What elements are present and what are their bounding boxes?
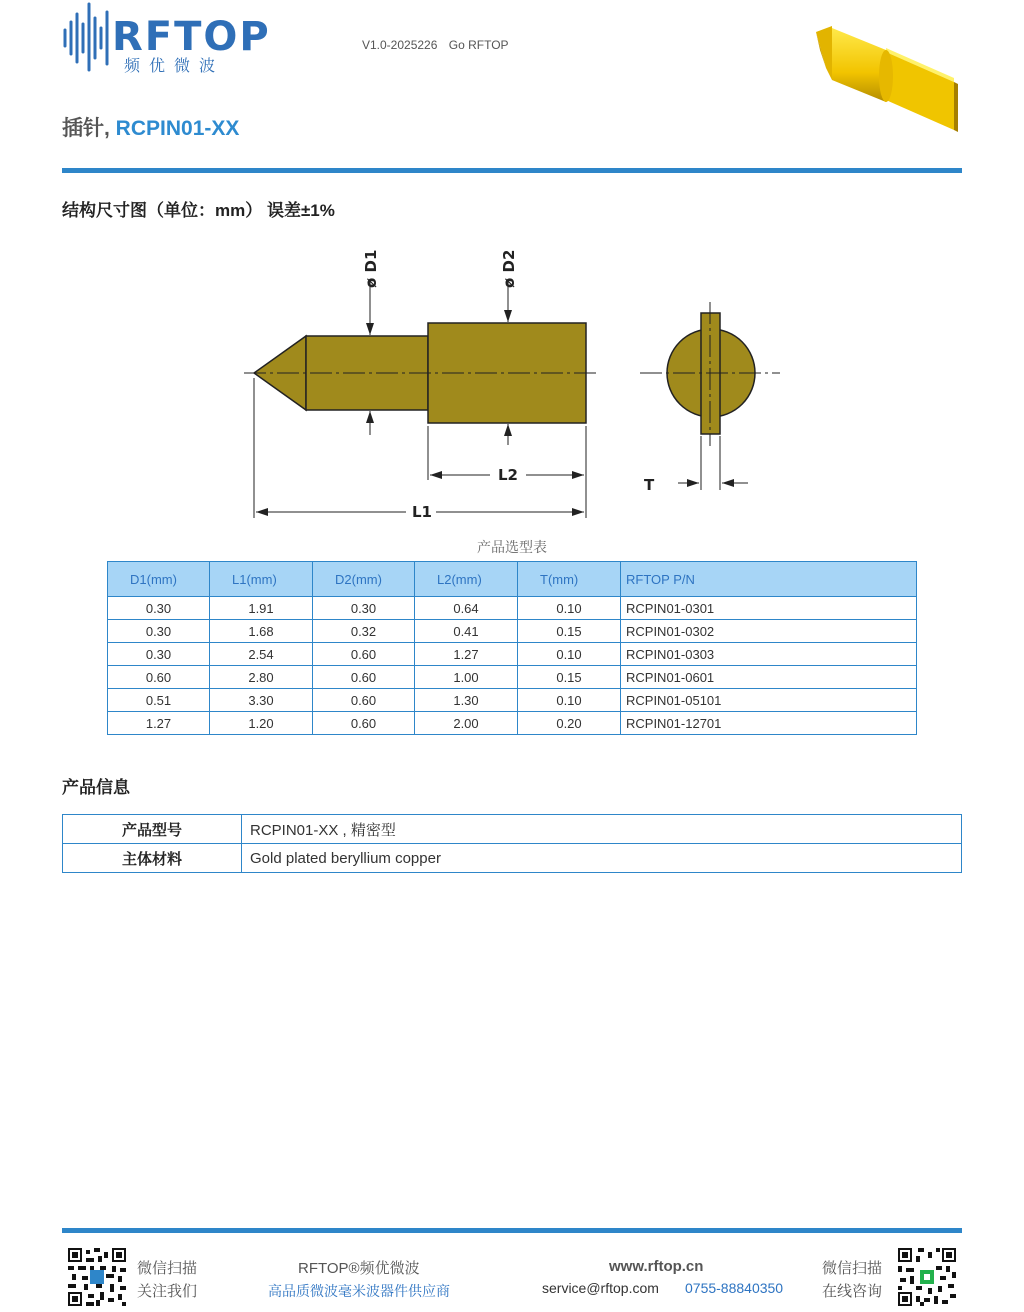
info-value: RCPIN01-XX , 精密型 xyxy=(242,815,962,844)
cell: 2.00 xyxy=(415,712,518,735)
cell: 0.15 xyxy=(518,620,621,643)
cell: 0.30 xyxy=(108,597,210,620)
cell: 0.30 xyxy=(108,643,210,666)
cell-part-number: RCPIN01-0601 xyxy=(621,666,917,689)
cell: 0.30 xyxy=(313,597,415,620)
brand-chinese-name: 频优微波 xyxy=(124,58,225,75)
cell: 1.27 xyxy=(108,712,210,735)
cell: 1.91 xyxy=(210,597,313,620)
cell: 0.15 xyxy=(518,666,621,689)
product-info-table xyxy=(62,814,962,873)
title-prefix: 插针, xyxy=(62,117,116,140)
cell-part-number: RCPIN01-0301 xyxy=(621,597,917,620)
table-row xyxy=(108,643,917,666)
product-info-title: 产品信息 xyxy=(62,778,130,797)
cell: 1.27 xyxy=(415,643,518,666)
footer-scan-consult-label: 微信扫描 xyxy=(822,1260,883,1277)
cell: 0.64 xyxy=(415,597,518,620)
col-header: RFTOP P/N xyxy=(621,562,917,597)
label-l1: L1 xyxy=(412,503,432,521)
info-row xyxy=(63,844,962,873)
footer-divider xyxy=(62,1228,962,1233)
cell: 0.60 xyxy=(313,666,415,689)
cell-part-number: RCPIN01-0302 xyxy=(621,620,917,643)
label-d1: ø D1 xyxy=(362,249,380,288)
cell: 2.80 xyxy=(210,666,313,689)
label-d2: ø D2 xyxy=(500,249,518,288)
footer-phone[interactable]: 0755-88840350 xyxy=(685,1280,784,1296)
footer-email-link[interactable]: service@rftop.com xyxy=(542,1280,659,1296)
table-row xyxy=(108,666,917,689)
cell: 0.20 xyxy=(518,712,621,735)
cell: 1.20 xyxy=(210,712,313,735)
product-3d-image xyxy=(812,20,962,138)
cell-part-number: RCPIN01-12701 xyxy=(621,712,917,735)
cell: 0.41 xyxy=(415,620,518,643)
cell: 0.60 xyxy=(108,666,210,689)
header-divider xyxy=(62,168,962,173)
dimension-drawing xyxy=(230,240,800,530)
wechat-consult-qr-icon xyxy=(898,1248,956,1306)
info-value: Gold plated beryllium copper xyxy=(242,844,962,873)
table-row xyxy=(108,597,917,620)
spec-table-header-row xyxy=(108,562,917,597)
info-key: 主体材料 xyxy=(63,844,242,873)
col-header: D1(mm) xyxy=(108,562,210,597)
cell: 0.60 xyxy=(313,689,415,712)
version-number: V1.0-2025226 xyxy=(362,38,438,52)
version-info xyxy=(362,38,517,52)
go-rftop-link[interactable]: Go RFTOP xyxy=(448,38,509,52)
spec-table xyxy=(107,561,917,735)
wechat-follow-qr-icon xyxy=(68,1248,126,1306)
cell-part-number: RCPIN01-05101 xyxy=(621,689,917,712)
footer-tagline: 高品质微波毫米波器件供应商 xyxy=(268,1283,450,1299)
footer-consult-label: 在线咨询 xyxy=(822,1283,883,1300)
drawing-section-title: 结构尺寸图（单位：mm） 误差±1% xyxy=(62,201,335,220)
footer-scan-follow-label: 微信扫描 xyxy=(137,1260,198,1277)
info-row xyxy=(63,815,962,844)
footer-brand: RFTOP®频优微波 xyxy=(298,1260,420,1277)
label-t: T xyxy=(644,476,655,494)
col-header: L2(mm) xyxy=(415,562,518,597)
cell: 0.30 xyxy=(108,620,210,643)
spec-table-caption: 产品选型表 xyxy=(477,539,547,555)
col-header: D2(mm) xyxy=(313,562,415,597)
table-row xyxy=(108,712,917,735)
cell: 1.30 xyxy=(415,689,518,712)
col-header: L1(mm) xyxy=(210,562,313,597)
cell: 1.68 xyxy=(210,620,313,643)
table-row xyxy=(108,620,917,643)
table-row xyxy=(108,689,917,712)
brand-wordmark: RFTOP xyxy=(112,14,271,60)
cell: 0.32 xyxy=(313,620,415,643)
col-header: T(mm) xyxy=(518,562,621,597)
cell: 0.60 xyxy=(313,712,415,735)
cell: 2.54 xyxy=(210,643,313,666)
footer-follow-us-label: 关注我们 xyxy=(137,1283,198,1300)
cell: 0.60 xyxy=(313,643,415,666)
page-title xyxy=(62,112,239,142)
footer-website-link[interactable]: www.rftop.cn xyxy=(609,1258,704,1275)
cell: 1.00 xyxy=(415,666,518,689)
cell: 0.10 xyxy=(518,689,621,712)
label-l2: L2 xyxy=(498,466,518,484)
title-part-number: RCPIN01-XX xyxy=(115,117,240,140)
cell-part-number: RCPIN01-0303 xyxy=(621,643,917,666)
cell: 0.10 xyxy=(518,643,621,666)
rftop-logo-waves-icon xyxy=(62,0,112,74)
cell: 0.10 xyxy=(518,597,621,620)
cell: 0.51 xyxy=(108,689,210,712)
cell: 3.30 xyxy=(210,689,313,712)
info-key: 产品型号 xyxy=(63,815,242,844)
